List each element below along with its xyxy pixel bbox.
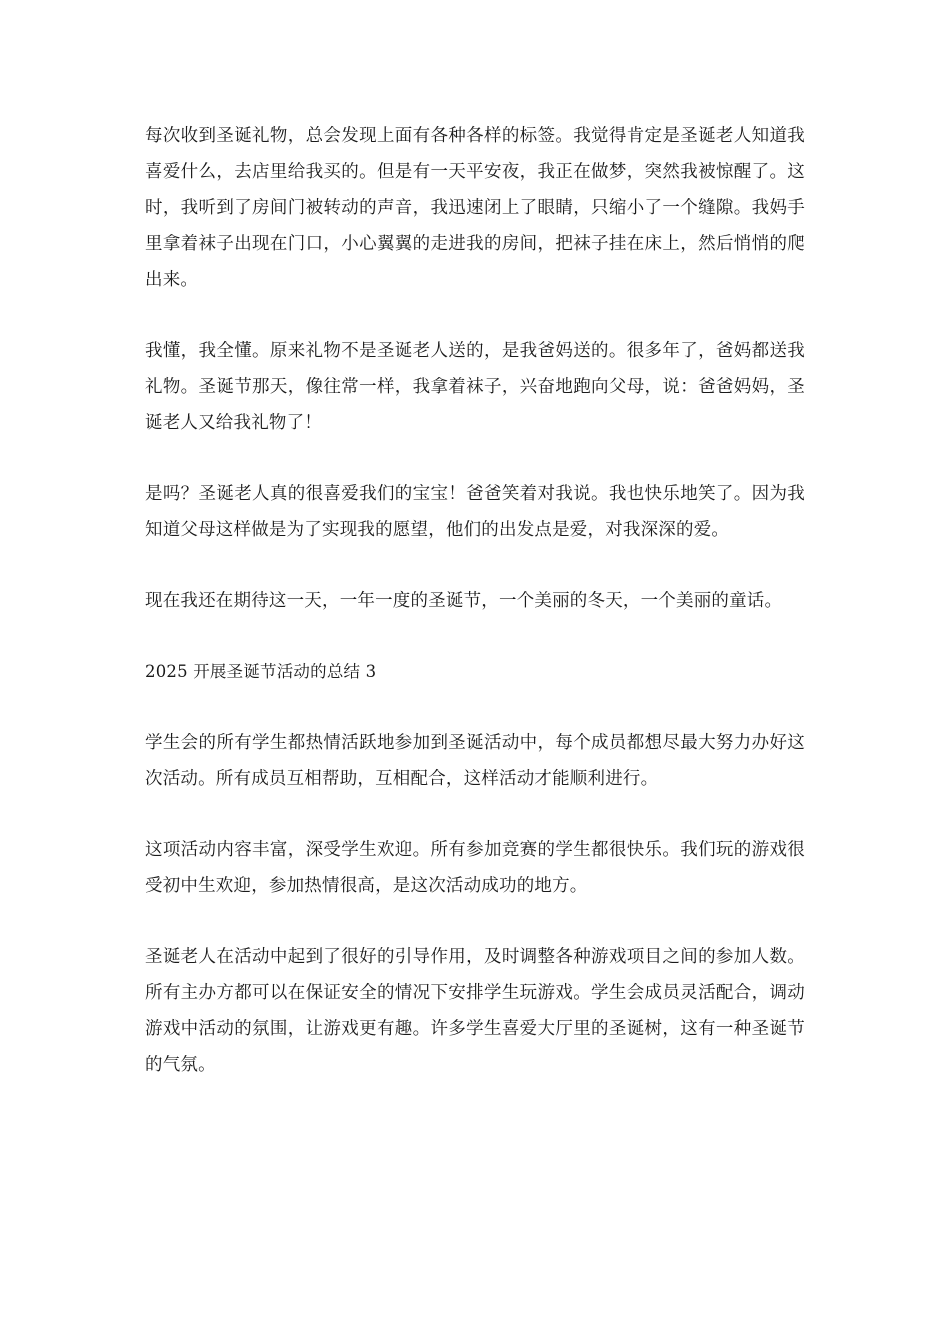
- paragraph-understanding: 我懂，我全懂。原来礼物不是圣诞老人送的，是我爸妈送的。很多年了，爸妈都送我礼物。圣诞节那天，像往常一样，我拿着袜子，兴奋地跑向父母，说：爸爸妈妈，圣诞老人又给我礼物了！: [145, 341, 805, 433]
- paragraph-looking-forward: 现在我还在期待这一天，一年一度的圣诞节，一个美丽的冬天，一个美丽的童话。: [145, 591, 783, 611]
- paragraph-parents-love: 是吗？圣诞老人真的很喜爱我们的宝宝！爸爸笑着对我说。我也快乐地笑了。因为我知道父母这样做是为了实现我的愿望，他们的出发点是爱，对我深深的爱。: [145, 484, 805, 540]
- paragraph-gift-labels: 每次收到圣诞礼物，总会发现上面有各种各样的标签。我觉得肯定是圣诞老人知道我喜爱什么，去店里给我买的。但是有一天平安夜，我正在做梦，突然我被惊醒了。这时，我听到了房间门被转动的声音，我迅速闭上了眼睛，只缩小了一个缝隙。我妈手里拿着袜子出现在门口，小心翼翼的走进我的房间，把袜子挂在床上，然后悄悄的爬出来。: [145, 126, 805, 290]
- section-heading: 2025 开展圣诞节活动的总结 3: [145, 662, 377, 681]
- paragraph-student-council: 学生会的所有学生都热情活跃地参加到圣诞活动中，每个成员都想尽最大努力办好这次活动。所有成员互相帮助，互相配合，这样活动才能顺利进行。: [145, 733, 805, 789]
- paragraph-activity-content: 这项活动内容丰富，深受学生欢迎。所有参加竞赛的学生都很快乐。我们玩的游戏很受初中生欢迎，参加热情很高，是这次活动成功的地方。: [145, 840, 805, 896]
- paragraph-santa-guidance: 圣诞老人在活动中起到了很好的引导作用，及时调整各种游戏项目之间的参加人数。所有主办方都可以在保证安全的情况下安排学生玩游戏。学生会成员灵活配合，调动游戏中活动的氛围，让游戏更有趣。许多学生喜爱大厅里的圣诞树，这有一种圣诞节的气氛。: [145, 947, 805, 1075]
- document-body: [145, 118, 805, 1118]
